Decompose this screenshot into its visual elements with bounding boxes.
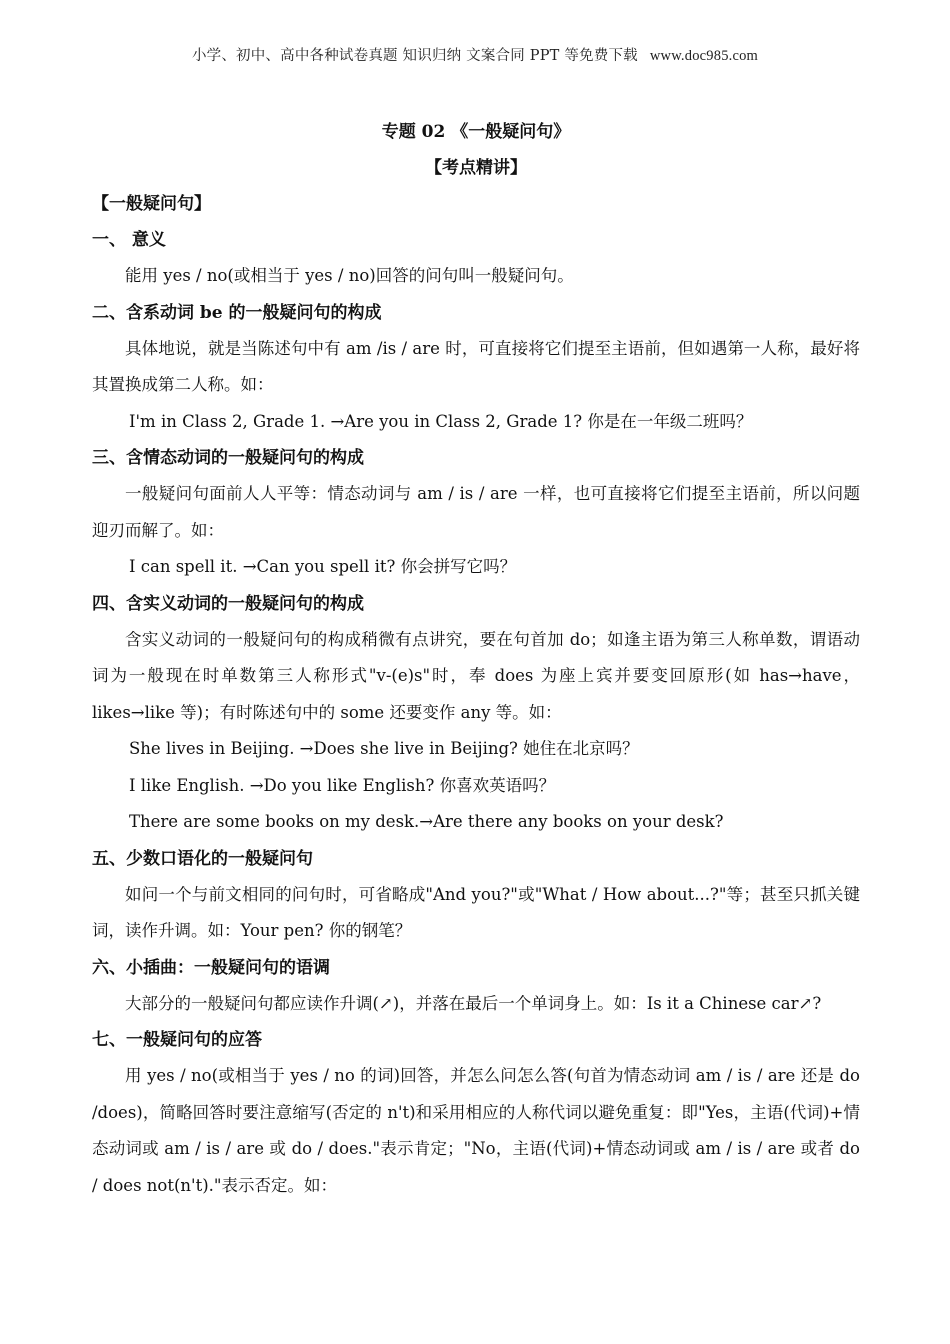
- section-paragraph: 大部分的一般疑问句都应读作升调(↗)，并落在最后一个单词身上。如：Is it a Chinese car↗?: [125, 993, 822, 1013]
- section-paragraph: 如问一个与前文相同的问句时，可省略成"And you?"或"What / How about...?"等；甚至只抓关键词，读作升调。如：Your pen? 你的钢笔？: [92, 884, 860, 940]
- section-heading: 七、一般疑问句的应答: [92, 1030, 262, 1050]
- example-sentence: She lives in Beijing. →Does she live in Beijing? 她住在北京吗？: [129, 739, 639, 758]
- example-sentence: I'm in Class 2, Grade 1. →Are you in Class 2, Grade 1? 你是在一年级二班吗？: [129, 411, 753, 431]
- page-header: [0, 44, 950, 65]
- section-heading: 五、少数口语化的一般疑问句: [92, 848, 313, 869]
- section-paragraph: 能用 yes / no(或相当于 yes / no)回答的问句叫一般疑问句。: [125, 266, 574, 285]
- section-paragraph: 用 yes / no(或相当于 yes / no 的词)回答，并怎么问怎么答(句首为情态动词 am / is / are 还是 do /does)，简略回答时要注意缩写(否定的 n't)和采用相应的人称代词以避免重复：即"Yes，主语(代词)+情态动词或 am / is / are 或 do / does."表示肯定；"No，主语(代词)+情态动词或 am / is / are 或者 do / does not(n't)."表示否定。如：: [92, 1066, 860, 1195]
- doc-topic: 【一般疑问句】: [92, 194, 211, 214]
- header-text: 小学、初中、高中各种试卷真题 知识归纳 文案合同 PPT 等免费下载: [191, 48, 638, 64]
- header-site: www.doc985.com: [649, 48, 759, 64]
- section-paragraph: 含实义动词的一般疑问句的构成稍微有点讲究，要在句首加 do；如逢主语为第三人称单数，谓语动词为一般现在时单数第三人称形式"v-(e)s"时，奉 does 为座上宾并要变回原形(如 has→have，likes→like 等)；有时陈述句中的 some 还要变作 any 等。如：: [92, 629, 860, 722]
- doc-title: 专题 02 《一般疑问句》: [381, 122, 571, 142]
- example-sentence: There are some books on my desk.→Are there any books on your desk?: [129, 812, 724, 831]
- section-heading: 四、含实义动词的一般疑问句的构成: [92, 593, 364, 614]
- example-sentence: I can spell it. →Can you spell it? 你会拼写它吗？: [129, 557, 517, 576]
- section-heading: 一、 意义: [92, 230, 166, 250]
- section-heading: 六、小插曲：一般疑问句的语调: [92, 957, 330, 978]
- doc-subtitle: 【考点精讲】: [425, 158, 527, 178]
- section-paragraph: 一般疑问句面前人人平等：情态动词与 am / is / are 一样，也可直接将它们提至主语前，所以问题迎刃而解了。如：: [92, 484, 860, 540]
- document-body: [92, 114, 860, 1204]
- example-sentence: I like English. →Do you like English? 你喜欢英语吗？: [129, 775, 556, 795]
- section-paragraph: 具体地说，就是当陈述句中有 am /is / are 时，可直接将它们提至主语前，但如遇第一人称，最好将其置换成第二人称。如：: [92, 338, 860, 394]
- section-heading: 二、含系动词 be 的一般疑问句的构成: [92, 302, 382, 323]
- section-heading: 三、含情态动词的一般疑问句的构成: [92, 448, 364, 468]
